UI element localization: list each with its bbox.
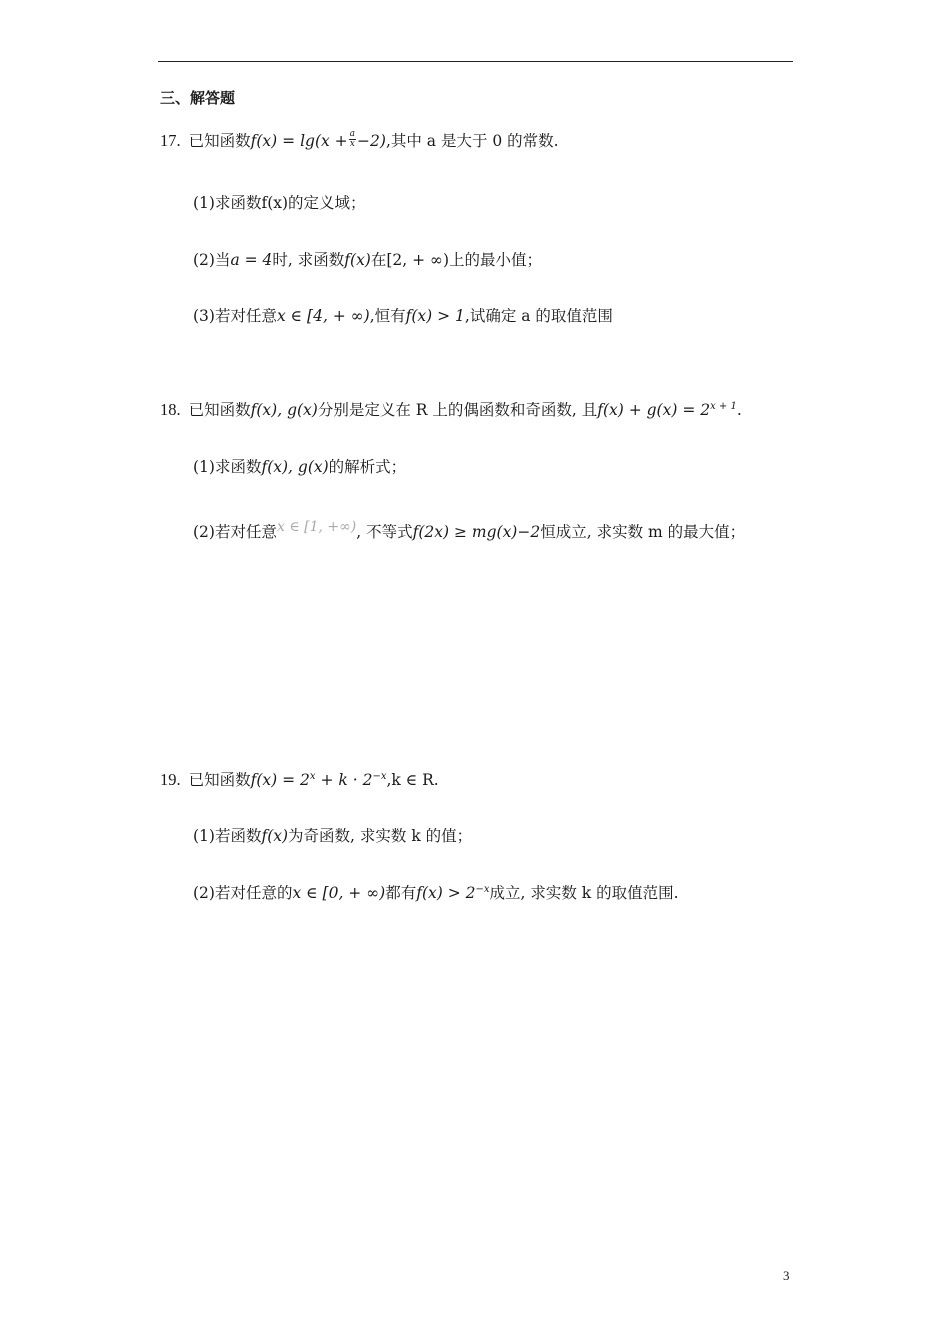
q17-frac-den: x (349, 138, 355, 149)
q19-exp2: −x (372, 771, 387, 782)
q18-stem-end: . (736, 401, 742, 419)
q19-number: 19. (160, 770, 181, 789)
q19-stem-prefix: 已知函数 (188, 771, 251, 789)
q19-stem (160, 770, 439, 790)
q17-p3-c: ,试确定 a 的取值范围 (464, 307, 613, 325)
q18-stem-prefix: 已知函数 (188, 401, 251, 419)
q19-p1-math: f(x) (261, 827, 289, 845)
q18-p2-c: 恒成立, 求实数 m 的最大值； (540, 523, 746, 541)
q19-p2-a: (2)若对任意的 (193, 884, 293, 902)
q19-plus: + k · 2 (315, 771, 373, 789)
q18-stem (160, 400, 742, 420)
q17-p3-a: (3)若对任意 (193, 307, 277, 325)
header-rule (158, 61, 793, 62)
q19-p2-c: 成立, 求实数 k 的取值范围. (489, 884, 679, 902)
q18-math2: f(x) + g(x) = 2 (597, 401, 711, 419)
q17-eq: = lg(x + (282, 132, 348, 150)
q18-p1-a: (1)求函数 (193, 458, 262, 476)
q17-part2 (193, 250, 542, 270)
q17-number: 17. (160, 131, 181, 150)
q17-func: f(x) (250, 132, 278, 150)
q18-p1-math: f(x), g(x) (261, 458, 329, 476)
q18-stem-mid: 分别是定义在 R 上的偶函数和奇函数, 且 (317, 401, 598, 419)
q18-math1: f(x), g(x) (250, 401, 318, 419)
q19-exp1: x (309, 771, 316, 782)
q19-part2 (193, 883, 679, 903)
q18-p2-faded-math: x ∈ [1, +∞) (276, 519, 357, 535)
q17-part1: (1)求函数f(x)的定义域； (193, 194, 366, 212)
q18-number: 18. (160, 400, 181, 419)
q19-p1-a: (1)若函数 (193, 827, 262, 845)
q19-math: f(x) = 2 (250, 771, 310, 789)
q18-p2-b: , 不等式 (356, 523, 413, 541)
q17-stem (160, 128, 559, 152)
q17-p2-b: 时, 求函数 (272, 251, 345, 269)
page-number: 3 (783, 1268, 790, 1283)
q19-p2-math2: f(x) > 2 (416, 884, 476, 902)
q18-part1 (193, 457, 406, 477)
q17-stem-prefix: 已知函数 (188, 132, 251, 150)
q19-p2-math: x ∈ [0, + ∞) (292, 884, 386, 902)
section-title: 三、解答题 (160, 89, 236, 107)
q17-stem-suffix: ,其中 a 是大于 0 的常数. (385, 132, 559, 150)
q19-p1-b: 为奇函数, 求实数 k 的值； (288, 827, 473, 845)
q17-p2-a: (2)当 (193, 251, 231, 269)
q18-exponent: x + 1 (710, 401, 737, 412)
q19-p2-exp: −x (475, 884, 490, 895)
q17-p2-func: f(x) (344, 251, 371, 269)
q17-part3 (193, 306, 613, 326)
q17-p2-math: a = 4 (230, 251, 273, 269)
q17-p3-math: x ∈ [4, + ∞) (276, 307, 370, 325)
q18-p1-b: 的解析式； (328, 458, 407, 476)
q18-p2-math: f(2x) ≥ mg(x)−2 (412, 523, 541, 541)
q19-stem-tail: ,k ∈ R. (386, 771, 439, 789)
q17-tail-math: −2) (357, 132, 386, 150)
q19-part1 (193, 826, 472, 846)
q17-fraction (349, 130, 356, 149)
q18-p2-a: (2)若对任意 (193, 523, 277, 541)
q17-p2-c: 在[2, + ∞)上的最小值； (370, 251, 542, 269)
q17-frac-num: a (349, 128, 356, 139)
q17-p3-b: ,恒有 (369, 307, 406, 325)
q19-p2-b: 都有 (385, 884, 417, 902)
q17-p3-math2: f(x) > 1 (405, 307, 465, 325)
q18-part2 (193, 519, 746, 543)
